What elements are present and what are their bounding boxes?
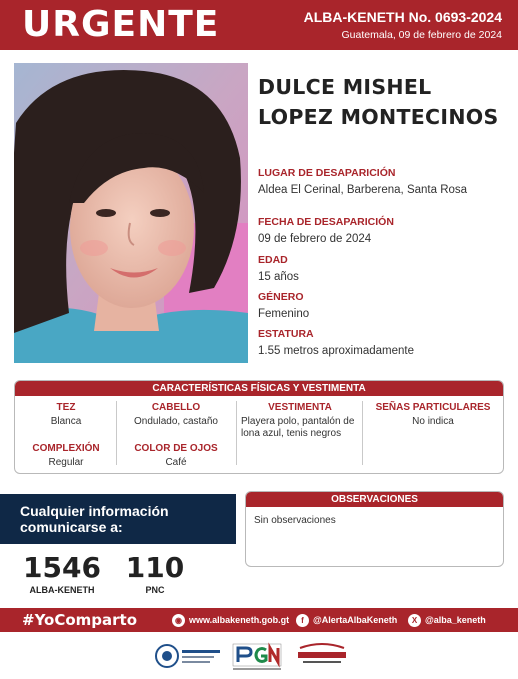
detail-label: GÉNERO (258, 291, 304, 303)
contact-line-2: comunicarse a: (20, 519, 123, 535)
phone-alba-keneth[interactable] (18, 553, 106, 595)
name-line-1: DULCE MISHEL (258, 75, 432, 99)
tez-cell (19, 402, 113, 428)
phone-pnc[interactable] (120, 553, 190, 595)
senas-label: SEÑAS PARTICULARES (375, 402, 491, 413)
detail-label: ESTATURA (258, 328, 314, 340)
ojos-value: Café (165, 457, 187, 468)
photo-illustration (14, 63, 248, 363)
logos-illustration (0, 636, 518, 679)
detail-age (258, 254, 508, 283)
hashtag: #YoComparto (22, 611, 138, 629)
person-name (258, 72, 499, 132)
senas-cell (365, 402, 501, 428)
vestimenta-cell (241, 402, 359, 440)
website-link[interactable] (172, 612, 289, 628)
detail-value: Aldea El Cerinal, Barberena, Santa Rosa (258, 184, 468, 196)
characteristics-panel (14, 380, 504, 474)
divider (116, 401, 117, 465)
vestimenta-value: Playera polo, pantalón de lona azul, tenis negros (241, 416, 355, 439)
facebook-icon: f (296, 614, 309, 627)
contact-line-1: Cualquier información (20, 503, 169, 519)
footer-bar (0, 608, 518, 632)
facebook-link[interactable] (296, 612, 397, 628)
header-bar (0, 0, 518, 50)
vestimenta-label: VESTIMENTA (268, 402, 332, 413)
x-icon: X (408, 614, 421, 627)
x-link[interactable] (408, 612, 486, 628)
characteristics-title: CARACTERÍSTICAS FÍSICAS Y VESTIMENTA (15, 381, 503, 396)
phone-label: ALBA-KENETH (29, 585, 95, 595)
phone-label: PNC (145, 585, 165, 595)
cabello-value: Ondulado, castaño (134, 416, 218, 427)
observations-title: OBSERVACIONES (246, 492, 503, 507)
globe-icon: ◉ (172, 614, 185, 627)
complexion-value: Regular (48, 457, 84, 468)
complexion-cell (19, 443, 113, 469)
facebook-text: @AlertaAlbaKeneth (313, 615, 398, 625)
detail-location (258, 167, 508, 196)
senas-value: No indica (412, 416, 454, 427)
cabello-cell (119, 402, 233, 428)
detail-value: 15 años (258, 271, 299, 283)
divider (362, 401, 363, 465)
observations-value: Sin observaciones (254, 515, 336, 526)
detail-value: 1.55 metros aproximadamente (258, 345, 414, 357)
divider (236, 401, 237, 465)
detail-label: FECHA DE DESAPARICIÓN (258, 216, 394, 228)
detail-gender (258, 291, 508, 320)
website-text: www.albakeneth.gob.gt (189, 615, 290, 625)
observations-panel (245, 491, 504, 567)
urgent-title: URGENTE (22, 4, 220, 45)
x-text: @alba_keneth (425, 615, 486, 625)
place-date: Guatemala, 09 de febrero de 2024 (341, 29, 502, 41)
detail-height (258, 328, 508, 357)
tez-label: TEZ (56, 402, 76, 413)
detail-label: EDAD (258, 254, 288, 266)
detail-label: LUGAR DE DESAPARICIÓN (258, 167, 396, 179)
phone-number: 1546 (23, 551, 101, 584)
complexion-label: COMPLEXIÓN (32, 443, 100, 454)
detail-value: 09 de febrero de 2024 (258, 233, 372, 245)
missing-person-photo (14, 63, 248, 363)
detail-value: Femenino (258, 308, 310, 320)
detail-date (258, 216, 508, 245)
ojos-label: COLOR DE OJOS (134, 443, 218, 454)
tez-value: Blanca (50, 416, 82, 427)
case-number: ALBA-KENETH No. 0693-2024 (303, 9, 502, 25)
phone-number: 110 (125, 551, 185, 584)
name-line-2: LOPEZ MONTECINOS (258, 105, 499, 129)
ojos-cell (119, 443, 233, 469)
contact-text (20, 503, 169, 535)
contact-banner (0, 494, 236, 544)
cabello-label: CABELLO (151, 402, 201, 413)
logos-strip (0, 636, 518, 679)
